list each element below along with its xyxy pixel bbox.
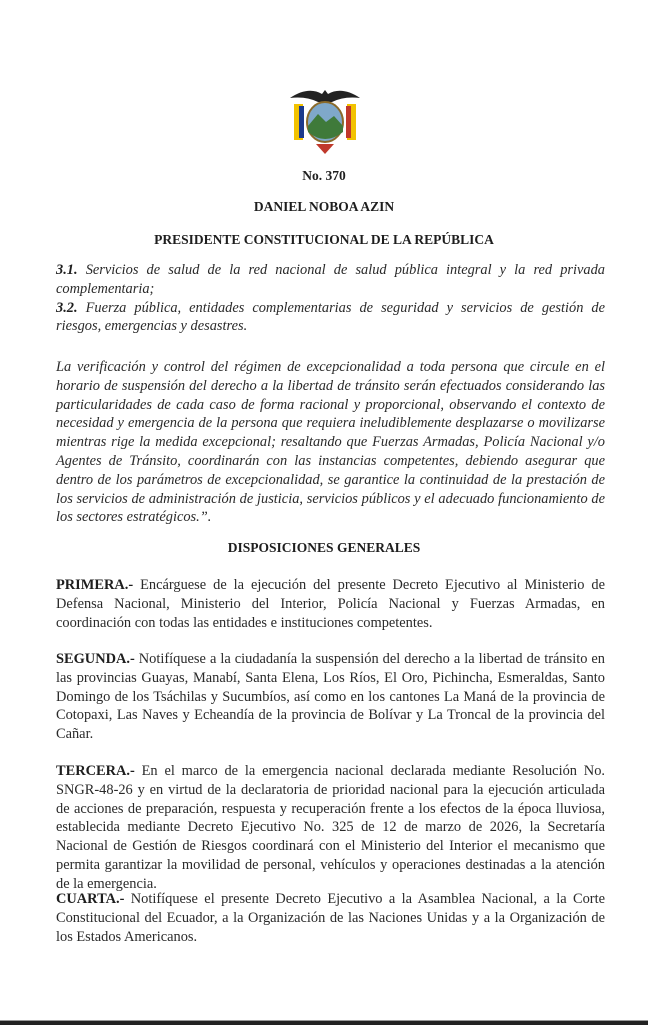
items-list	[56, 261, 605, 336]
item-3-1: 3.1. Servicios de salud de la red nacional de salud pública integral y la red privada complementaria;	[56, 262, 605, 297]
provision-cuarta: CUARTA.- Notifíquese el presente Decreto Ejecutivo a la Asamblea Nacional, a la Corte Constitucional del Ecuador, a la Organización de las Naciones Unidas y a la Organización de los Estados Americanos.	[56, 891, 605, 945]
section-title: DISPOSICIONES GENERALES	[227, 540, 421, 555]
provision-primera: PRIMERA.- Encárguese de la ejecución del presente Decreto Ejecutivo al Ministerio de Defensa Nacional, Ministerio del Interior, Policía Nacional y Fuerzas Armadas, en coordinación con todas las entidades e instituciones competentes.	[56, 577, 605, 631]
quote-paragraph: La verificación y control del régimen de excepcionalidad a toda persona que circule en el horario de suspensión del derecho a la libertad de tránsito serán efectuados considerando las particularidades de cada caso de forma racional y proporcional, observando el contexto de necesidad y emergencia de la persona que requiera ineludiblemente desplazarse o movilizarse mientras rige la medida excepcional; resaltando que Fuerzas Armadas, Policía Nacional y/o Agentes de Tránsito, coordinarán con las instancias competentes, debiendo asegurar que dentro de los parámetros de excepcionalidad, se garantice la continuidad de la prestación de los servicios de administración de justicia, servicios públicos y el adecuado funcionamiento de los sectores estratégicos.”.	[56, 359, 605, 526]
coat-of-arms-icon	[288, 84, 362, 156]
item-3-2: 3.2. Fuerza pública, entidades complementarias de seguridad y servicios de gestión de riesgos, emergencias y desastres.	[56, 299, 605, 335]
bottom-bar	[0, 1020, 648, 1025]
provision-tercera: TERCERA.- En el marco de la emergencia nacional declarada mediante Resolución No. SNGR-48-26 y en virtud de la declaratoria de prioridad nacional para la ejecución articulada de acciones de preparación, respuesta y recuperación frente a los efectos de la época lluviosa, establecida mediante Decreto Ejecutivo No. 325 de 12 de marzo de 2026, la Secretaría Nacional de Gestión de Riesgos coordinará con el Ministerio del Interior el mecanismo que permita garantizar la movilidad de personal, vehículos y operaciones destinadas a la atención de la emergencia.	[56, 763, 605, 892]
provision-segunda: SEGUNDA.- Notifíquese a la ciudadanía la suspensión del derecho a la libertad de tránsito en las provincias Guayas, Manabí, Santa Elena, Los Ríos, El Oro, Pichincha, Esmeraldas, Santo Domingo de los Tsáchilas y Sucumbíos, así como en los cantones La Maná de la provincia de Cotopaxi, Las Naves y Echeandía de la provincia de Bolívar y La Troncal de la provincia del Cañar.	[56, 651, 605, 743]
decree-number: No. 370	[302, 168, 346, 183]
president-title: PRESIDENTE CONSTITUCIONAL DE LA REPÚBLICA	[154, 232, 494, 247]
president-name: DANIEL NOBOA AZIN	[253, 199, 395, 214]
